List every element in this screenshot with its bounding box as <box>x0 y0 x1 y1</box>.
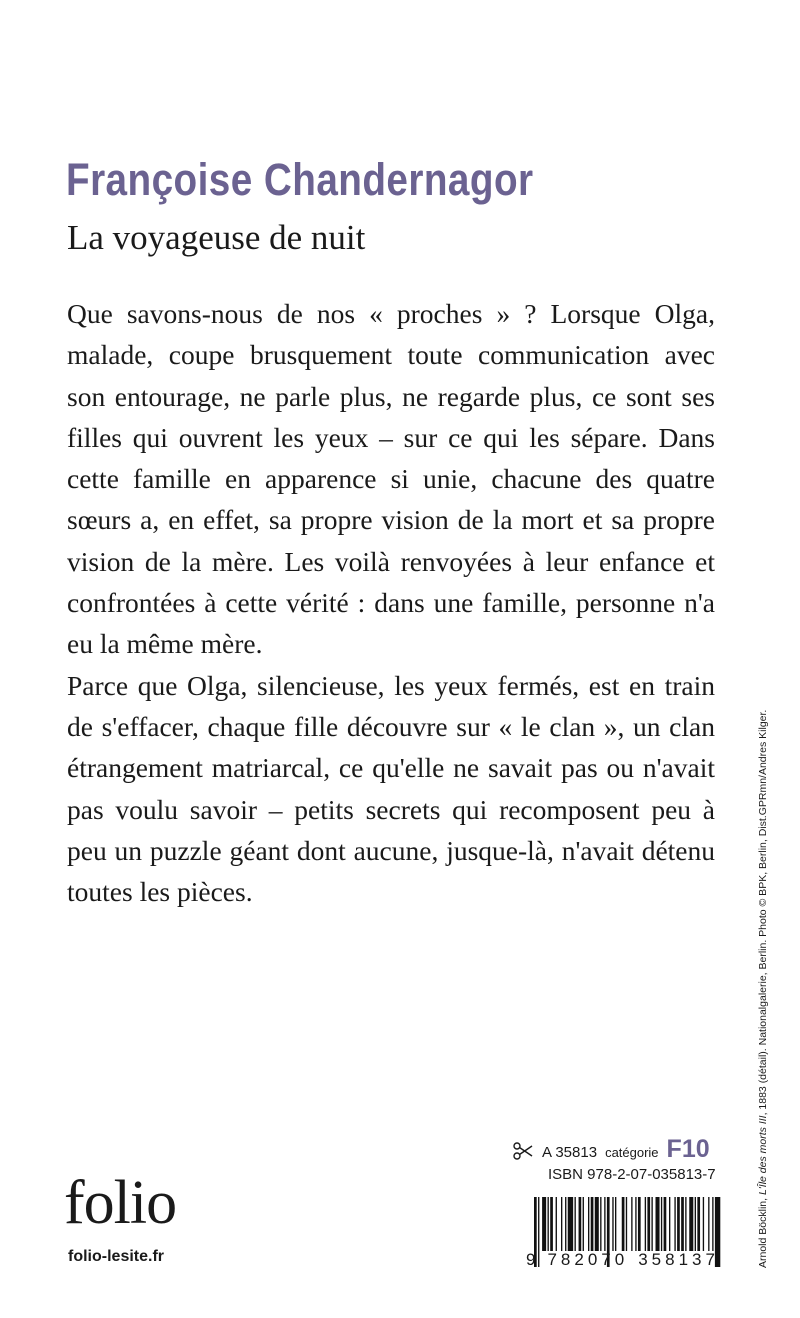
blurb-paragraph: Que savons-nous de nos « proches » ? Lorsque Olga, malade, coupe brusquement toute communication avec son entourage, ne parle plus, ne regarde plus, ce sont ses filles qui ouvrent les yeux – sur ce qui les sépare. Dans cette famille en apparence si unie, chacune des quatre sœurs a, en effet, sa propre vision de la mort et sa propre vision de la mère. Les voilà renvoyées à leur enfance et confrontées à cette vérité : dans une famille, personne n'a eu la même mère. <box>67 298 715 660</box>
barcode-bar <box>674 1197 675 1251</box>
barcode-bar <box>689 1197 693 1251</box>
credit-artwork: L'Île des morts III <box>757 1115 769 1196</box>
barcode-bar <box>548 1197 549 1251</box>
barcode-bar <box>595 1197 599 1251</box>
barcode-bar <box>542 1197 546 1251</box>
publisher-website[interactable]: folio-lesite.fr <box>68 1248 165 1265</box>
barcode-bar <box>703 1197 704 1251</box>
barcode-bar <box>588 1197 589 1251</box>
barcode-bar <box>708 1197 709 1251</box>
barcode-bar <box>681 1197 684 1251</box>
credit-prefix: Arnold Böcklin, <box>757 1195 769 1268</box>
barcode-bar <box>638 1197 641 1251</box>
catalog-code: A 35813 <box>542 1144 598 1161</box>
scissors-icon <box>512 1142 534 1160</box>
barcode-bar <box>591 1197 594 1251</box>
barcode-bar <box>612 1197 613 1251</box>
barcode-digits-right: 358137 <box>638 1250 719 1269</box>
barcode-bar <box>568 1197 573 1251</box>
barcode-bar <box>579 1197 582 1251</box>
barcode-bar <box>647 1197 650 1251</box>
barcode-bar <box>635 1197 636 1251</box>
barcode-digit-first: 9 <box>526 1250 536 1269</box>
barcode-bar <box>561 1197 562 1251</box>
category-label: catégorie <box>605 1145 659 1160</box>
barcode-bar <box>645 1197 646 1251</box>
barcode-bar <box>656 1197 660 1251</box>
barcode-bar <box>664 1197 667 1251</box>
image-credit <box>757 608 769 1268</box>
barcode-bar <box>622 1197 625 1251</box>
barcode-bar <box>712 1197 713 1251</box>
category-code: F10 <box>666 1135 710 1163</box>
barcode-bar <box>556 1197 557 1251</box>
barcode-digits <box>526 1250 719 1270</box>
barcode-bar <box>661 1197 662 1251</box>
barcode-bar <box>626 1197 627 1251</box>
barcode-bar <box>651 1197 652 1251</box>
catalog-code-row <box>512 1135 710 1164</box>
barcode-digits-left: 782070 <box>547 1250 629 1269</box>
barcode-bar <box>565 1197 566 1251</box>
folio-logo: folio <box>64 1169 177 1237</box>
credit-suffix: , 1883 (détail). Nationalgalerie, Berlin. Photo © BPK, Berlin, Dist.GPRmn/Andres Kilger. <box>757 709 769 1116</box>
barcode-bar <box>604 1197 605 1251</box>
blurb-paragraph: Parce que Olga, silencieuse, les yeux fermés, est en train de s'effacer, chaque fille découvre sur « le clan », un clan étrangement matriarcal, ce qu'elle ne savait pas ou n'avait pas voulu savoir – petits secrets qui recomposent peu à peu un puzzle géant dont aucune, jusque-là, n'avait détenu toutes les pièces. <box>67 669 715 908</box>
author-name: Françoise Chandernagor <box>66 154 534 205</box>
barcode-bar <box>583 1197 584 1251</box>
back-cover-blurb <box>67 293 715 912</box>
barcode-bar <box>677 1197 680 1251</box>
barcode-bar <box>600 1197 601 1251</box>
isbn: ISBN 978-2-07-035813-7 <box>548 1166 716 1183</box>
book-title: La voyageuse de nuit <box>67 218 366 257</box>
barcode-bar <box>695 1197 696 1251</box>
barcode-bar <box>550 1197 553 1251</box>
barcode-bar <box>669 1197 670 1251</box>
barcode-bar <box>615 1197 616 1251</box>
barcode-bar <box>697 1197 700 1251</box>
barcode-bar <box>685 1197 686 1251</box>
barcode-bar <box>631 1197 632 1251</box>
barcode-bar <box>575 1197 576 1251</box>
